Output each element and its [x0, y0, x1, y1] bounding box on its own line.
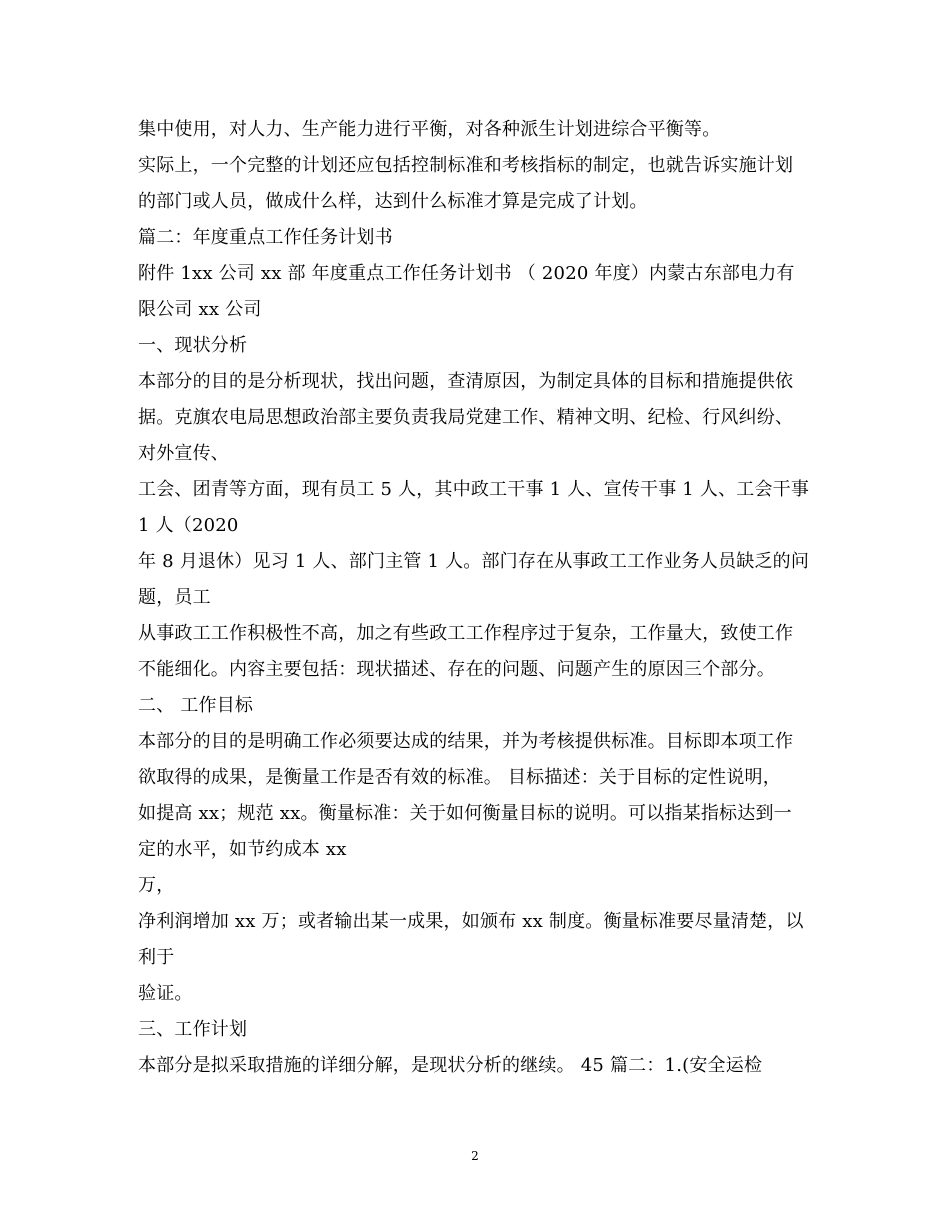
text-line: 定的水平，如节约成本 xx: [138, 839, 347, 860]
text-line: 对外宣传、: [138, 443, 229, 464]
text-line: 1 人（2020: [138, 515, 239, 536]
text-line: 年 8 月退休）见习 1 人、部门主管 1 人。部门存在从事政工工作业务人员缺乏的问: [138, 551, 810, 572]
text-line: 如提高 xx；规范 xx。衡量标准：关于如何衡量目标的说明。可以指某指标达到一: [138, 803, 792, 824]
text-line: 的部门或人员，做成什么样，达到什么标准才算是完成了计划。: [138, 191, 648, 212]
text-line: 工会、团青等方面，现有员工 5 人，其中政工干事 1 人、宣传干事 1 人、工会干事: [138, 479, 810, 500]
text-line: 万，: [138, 875, 175, 896]
text-line: 本部分是拟采取措施的详细分解，是现状分析的继续。 45 篇二：1.(安全运检: [138, 1055, 763, 1076]
page-number: 2: [471, 1149, 479, 1163]
section-heading: 三、工作计划: [138, 1019, 248, 1040]
text-line: 限公司 xx 公司: [138, 299, 262, 320]
text-line: 本部分的目的是分析现状，找出问题，查清原因，为制定具体的目标和措施提供依: [138, 371, 794, 392]
text-line: 验证。: [138, 983, 193, 1004]
text-line: 欲取得的成果，是衡量工作是否有效的标准。 目标描述：关于目标的定性说明，: [138, 767, 781, 788]
text-line: 净利润增加 xx 万；或者输出某一成果，如颁布 xx 制度。衡量标准要尽量清楚，以: [138, 911, 804, 932]
text-line: 题，员工: [138, 587, 211, 608]
section-heading: 一、现状分析: [138, 335, 248, 356]
text-line: 实际上，一个完整的计划还应包括控制标准和考核指标的制定，也就告诉实施计划: [138, 155, 794, 176]
text-line: 不能细化。内容主要包括：现状描述、存在的问题、问题产生的原因三个部分。: [138, 659, 775, 680]
text-line: 据。克旗农电局思想政治部主要负责我局党建工作、精神文明、纪检、行风纠纷、: [138, 407, 794, 428]
body-text: [138, 112, 818, 1084]
section-heading: 二、 工作目标: [138, 695, 254, 716]
text-line: 从事政工工作积极性不高，加之有些政工工作程序过于复杂，工作量大，致使工作: [138, 623, 794, 644]
text-line: 集中使用，对人力、生产能力进行平衡，对各种派生计划进综合平衡等。: [138, 119, 721, 140]
text-line: 利于: [138, 947, 175, 968]
text-line: 附件 1xx 公司 xx 部 年度重点工作任务计划书 （ 2020 年度）内蒙古东部电力有: [138, 263, 795, 284]
section-heading: 篇二：年度重点工作任务计划书: [138, 227, 393, 248]
text-line: 本部分的目的是明确工作必须要达成的结果，并为考核提供标准。目标即本项工作: [138, 731, 794, 752]
